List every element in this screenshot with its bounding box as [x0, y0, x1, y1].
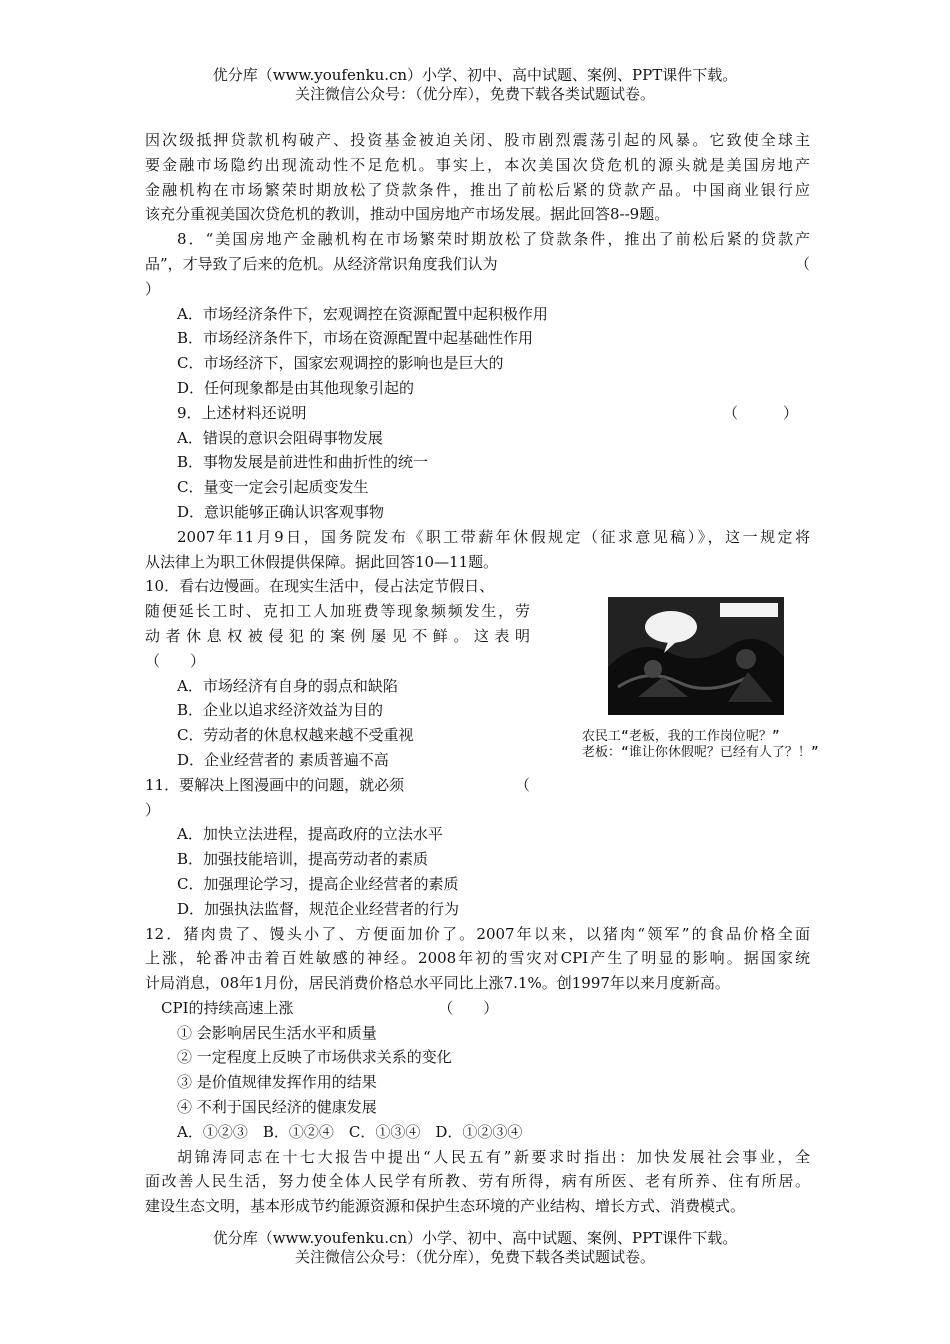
cartoon-image [608, 597, 784, 715]
intro-line: 金融机构在市场繁荣时期放松了贷款条件，推出了前松后紧的贷款产品。中国商业银行应 [145, 180, 810, 199]
q9-stem: 9．上述材料还说明 （ ） [145, 401, 810, 426]
page-footer [0, 1229, 950, 1267]
answer-paren: （ [514, 775, 530, 794]
q10-option-d: D．企业经营者的 素质普遍不高 [177, 750, 389, 769]
q11-option-b: B．加强技能培训，提高劳动者的素质 [177, 850, 429, 869]
q12-stem: 上涨，轮番冲击着百姓敏感的神经。2008年初的雪灾对CPI产生了明显的影响。据国家统 [145, 949, 810, 968]
q12-item-3: ③ 是价值规律发挥作用的结果 [177, 1073, 377, 1092]
q8-option-a: A．市场经济条件下，宏观调控在资源配置中起积极作用 [177, 304, 548, 323]
caption-line-1: 农民工“老板，我的工作岗位呢？” [582, 729, 780, 744]
q8-option-c: C．市场经济下，国家宏观调控的影响也是巨大的 [177, 354, 504, 373]
answer-paren: （ ） [145, 651, 206, 670]
q8-stem: 8．“美国房地产金融机构在市场繁荣时期放松了贷款条件，推出了前松后紧的贷款产 [177, 230, 810, 249]
answer-paren: （ ） [438, 998, 499, 1017]
q8-option-d: D．任何现象都是由其他现象引起的 [177, 378, 415, 397]
q12-stem: 计局消息，08年1月份，居民消费价格总水平同比上涨7.1%。创1997年以来月度新高。 [145, 974, 730, 993]
q9-option-c: C．量变一定会引起质变发生 [177, 478, 369, 497]
q10-option-a: A．市场经济有自身的弱点和缺陷 [177, 676, 398, 695]
answer-paren: （ [794, 254, 810, 273]
footer-line-1: 优分库（www.youfenku.cn）小学、初中、高中试题、案例、PPT课件下载。 [212, 1229, 738, 1247]
cartoon-drawing [608, 597, 784, 715]
passage2-line: 2007年11月9日，国务院发布《职工带薪年休假规定（征求意见稿）》，这一规定将 [177, 527, 810, 546]
q12-stem: 12．猪肉贵了、馒头小了、方便面加价了。2007年以来，以猪肉“领军”的食品价格全面 [145, 924, 810, 943]
q8-stem-cont: 品”，才导致了后来的危机。从经济常识角度我们认为 （ [145, 252, 810, 277]
passage2-line: 从法律上为职工休假提供保障。据此回答10—11题。 [145, 552, 499, 571]
q11-option-a: A．加快立法进程，提高政府的立法水平 [177, 825, 443, 844]
q12-question: CPI的持续高速上涨 （ ） [161, 998, 499, 1017]
cartoon-caption [582, 729, 819, 761]
q12-item-1: ① 会影响居民生活水平和质量 [177, 1023, 377, 1042]
q10-option-c: C．劳动者的休息权越来越不受重视 [177, 726, 414, 745]
q12-item-2: ② 一定程度上反映了市场供求关系的变化 [177, 1048, 452, 1067]
q10-stem: 动者休息权被侵犯的案例屡见不鲜。这表明 [145, 626, 530, 645]
q12-item-4: ④ 不利于国民经济的健康发展 [177, 1098, 377, 1117]
caption-line-2: 老板：“谁让你休假呢？已经有人了？！” [582, 745, 819, 760]
page-header [0, 66, 950, 104]
footer-line-2: 关注微信公众号：（优分库），免费下载各类试题试卷。 [294, 1248, 655, 1266]
q10-stem: 10．看右边慢画。在现实生活中，侵占法定节假日、 [145, 577, 495, 596]
q9-option-a: A．错误的意识会阻碍事物发展 [177, 428, 383, 447]
intro-line: 该充分重视美国次贷危机的教训，推动中国房地产市场发展。据此回答8--9题。 [145, 205, 670, 224]
q12-choices: A．①②③ B．①②④ C．①③④ D．①②③④ [177, 1122, 523, 1141]
answer-paren: （ ） [722, 403, 798, 422]
answer-paren-close: ） [145, 800, 161, 819]
q10-option-b: B．企业以追求经济效益为目的 [177, 701, 384, 720]
answer-paren-close: ） [145, 279, 161, 298]
q11-stem: 11．要解决上图漫画中的问题，就必须 （ [145, 773, 530, 798]
header-line-1: 优分库（www.youfenku.cn）小学、初中、高中试题、案例、PPT课件下载。 [212, 66, 738, 84]
q9-option-b: B．事物发展是前进性和曲折性的统一 [177, 453, 429, 472]
passage3-line: 面改善人民生活，努力使全体人民学有所教、劳有所得，病有所医、老有所养、住有所居。 [145, 1172, 810, 1191]
q11-option-c: C．加强理论学习，提高企业经营者的素质 [177, 874, 459, 893]
intro-line: 因次级抵押贷款机构破产、投资基金被迫关闭、股市剧烈震荡引起的风暴。它致使全球主 [145, 131, 810, 149]
q11-option-d: D．加强执法监督，规范企业经营者的行为 [177, 899, 460, 918]
passage3-line: 胡锦涛同志在十七大报告中提出“人民五有”新要求时指出：加快发展社会事业，全 [177, 1147, 810, 1166]
header-line-2: 关注微信公众号：（优分库），免费下载各类试题试卷。 [294, 85, 655, 103]
intro-line: 要金融市场隐约出现流动性不足危机。事实上，本次美国次贷危机的源头就是美国房地产 [145, 155, 810, 174]
q10-stem: 随便延长工时、克扣工人加班费等现象频频发生，劳 [145, 602, 530, 621]
q9-option-d: D．意识能够正确认识客观事物 [177, 502, 385, 521]
q8-option-b: B．市场经济条件下，市场在资源配置中起基础性作用 [177, 329, 534, 348]
passage3-line: 建设生态文明，基本形成节约能源资源和保护生态环境的产业结构、增长方式、消费模式。 [145, 1197, 746, 1216]
